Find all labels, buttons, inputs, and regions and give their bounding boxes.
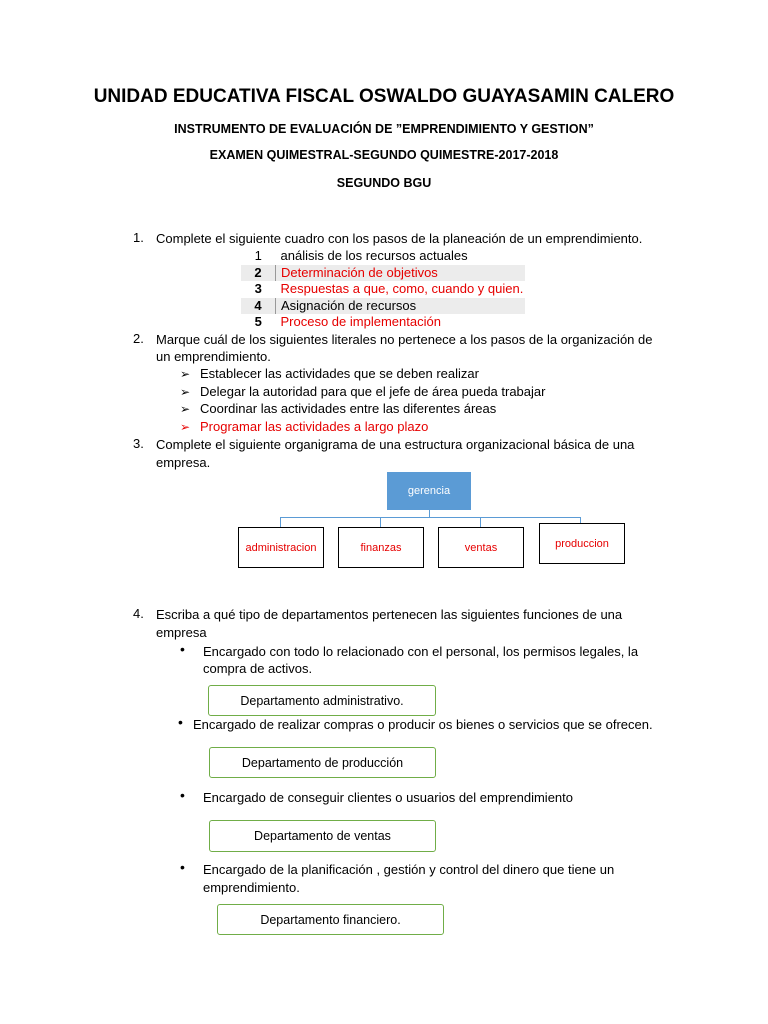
org-connector xyxy=(380,517,381,527)
table-row xyxy=(241,314,525,331)
q4-item-line2: emprendimiento. xyxy=(203,880,300,895)
org-connector xyxy=(280,517,580,518)
org-box-finanzas[interactable]: finanzas xyxy=(338,527,424,568)
q4-item-line1: Encargado con todo lo relacionado con el personal, los permisos legales, la xyxy=(203,644,639,659)
org-connector xyxy=(480,517,481,527)
q2-option-selected[interactable] xyxy=(180,418,428,436)
instrument-title: INSTRUMENTO DE EVALUACIÓN DE ”EMPRENDIMIENTO Y GESTION” xyxy=(174,122,594,136)
q3-text-line1: Complete el siguiente organigrama de una estructura organizacional básica de una xyxy=(156,437,635,452)
option-text: Delegar la autoridad para que el jefe de área pueda trabajar xyxy=(200,384,546,399)
org-connector xyxy=(280,517,281,527)
bullet-icon: • xyxy=(180,641,185,657)
arrow-bullet-icon: ➢ xyxy=(180,402,191,416)
step-number: 3 xyxy=(254,281,262,297)
arrow-bullet-icon: ➢ xyxy=(180,420,191,434)
q4-item-line1: Encargado de realizar compras o producir os bienes o servicios que se ofrecen. xyxy=(193,717,653,732)
q2-text-line1: Marque cuál de los siguientes literales no pertenece a los pasos de la organización de xyxy=(156,332,653,347)
org-top-gerencia[interactable]: gerencia xyxy=(387,472,471,510)
step-number: 5 xyxy=(254,314,262,330)
table-row xyxy=(241,248,525,265)
option-text: Coordinar las actividades entre las diferentes áreas xyxy=(200,401,497,416)
q3-text-line2: empresa. xyxy=(156,455,211,470)
q2-option[interactable] xyxy=(180,400,496,418)
arrow-bullet-icon: ➢ xyxy=(180,367,191,381)
table-row xyxy=(241,265,525,282)
planning-steps-table xyxy=(241,248,525,331)
q2-option[interactable] xyxy=(180,365,479,383)
option-text: Programar las actividades a largo plazo xyxy=(200,419,429,434)
q4-item-line1: Encargado de conseguir clientes o usuarios del emprendimiento xyxy=(203,790,573,805)
answer-box[interactable]: Departamento financiero. xyxy=(217,904,444,935)
q2-text-line2: un emprendimiento. xyxy=(156,349,271,364)
step-text[interactable]: Determinación de objetivos xyxy=(276,265,526,282)
table-row xyxy=(241,281,525,298)
q4-item-line1: Encargado de la planificación , gestión y control del dinero que tiene un xyxy=(203,862,615,877)
org-box-administracion[interactable]: administracion xyxy=(238,527,324,568)
step-text[interactable]: Respuestas a que, como, cuando y quien. xyxy=(280,281,524,297)
option-text: Establecer las actividades que se deben realizar xyxy=(200,366,479,381)
q4-text-line2: empresa xyxy=(156,625,207,640)
table-row xyxy=(241,298,525,315)
step-text[interactable]: Proceso de implementación xyxy=(280,314,441,330)
exam-title: EXAMEN QUIMESTRAL-SEGUNDO QUIMESTRE-2017-2018 xyxy=(209,148,559,162)
bullet-icon: • xyxy=(180,859,185,875)
q1-text: Complete el siguiente cuadro con los pasos de la planeación de un emprendimiento. xyxy=(156,231,643,246)
step-text: Asignación de recursos xyxy=(276,298,526,315)
answer-box[interactable]: Departamento administrativo. xyxy=(208,685,436,716)
answer-box[interactable]: Departamento de ventas xyxy=(209,820,436,852)
step-number: 4 xyxy=(241,298,276,315)
school-title: UNIDAD EDUCATIVA FISCAL OSWALDO GUAYASAMIN CALERO xyxy=(93,86,675,107)
step-text: análisis de los recursos actuales xyxy=(280,248,468,264)
q4-item-line2: compra de activos. xyxy=(203,661,313,676)
grade-title: SEGUNDO BGU xyxy=(336,176,432,190)
bullet-icon: • xyxy=(180,787,185,803)
q4-text-line1: Escriba a qué tipo de departamentos pertenecen las siguientes funciones de una xyxy=(156,607,623,622)
q3-number: 3. xyxy=(133,436,144,451)
org-box-produccion[interactable]: produccion xyxy=(539,523,625,564)
q1-number: 1. xyxy=(133,230,144,245)
step-number: 2 xyxy=(241,265,276,282)
q4-number: 4. xyxy=(133,606,144,621)
q2-option[interactable] xyxy=(180,383,545,401)
answer-box[interactable]: Departamento de producción xyxy=(209,747,436,778)
bullet-icon: • xyxy=(178,714,183,730)
q2-number: 2. xyxy=(133,331,144,346)
step-number: 1 xyxy=(254,248,262,264)
org-box-ventas[interactable]: ventas xyxy=(438,527,524,568)
arrow-bullet-icon: ➢ xyxy=(180,385,191,399)
